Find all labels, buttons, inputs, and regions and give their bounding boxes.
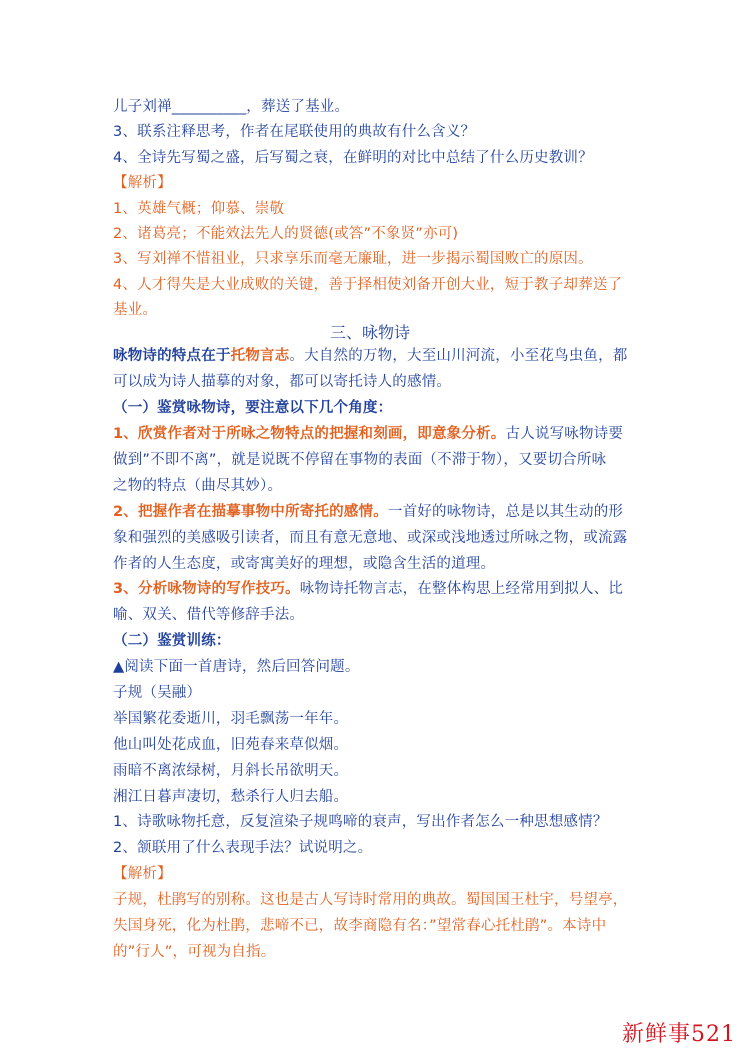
point-2-line-3: 作者的人生态度，或寄寓美好的理想，或隐含生活的道理。 (113, 556, 496, 572)
subheading-2: （二）鉴赏训练： (113, 633, 231, 649)
poem-line: 湘江日暮声凄切，愁杀行人归去船。 (113, 789, 349, 805)
answer-4-line-1: 4、人才得失是大业成败的关键，善于择相使刘备开创大业，短于教子却葬送了 (113, 277, 623, 293)
practice-question-1: 1、诗歌咏物托意，反复渲染子规鸣啼的衰声，写出作者怎么一种思想感情？ (113, 814, 608, 830)
point-1-bold: 1、欣赏作者对于所咏之物特点的把握和刻画，即意象分析。 (113, 426, 506, 442)
intro-line-1 (113, 346, 628, 366)
point-3-rest-1: 咏物诗托物言志，在整体构思上经常用到拟人、比 (299, 581, 624, 597)
analysis-label: 【解析】 (113, 175, 172, 191)
answer-2: 2、诸葛亮；不能效法先人的贤德(或答”不象贤”亦可) (113, 226, 459, 242)
subheading-1: （一）鉴赏咏物诗，要注意以下几个角度： (113, 400, 393, 416)
continued-line: 儿子刘禅__________，葬送了基业。 (113, 99, 350, 115)
intro-bold: 咏物诗的特点在于 (113, 348, 231, 364)
intro-key: 托物言志 (230, 348, 290, 364)
poem-line: 举国繁花委逝川，羽毛飘荡一年年。 (113, 711, 349, 727)
practice-answer-line-2: 失国身死，化为杜鹃，悲啼不已，故李商隐有名：”望常春心托杜鹃”。本诗中 (113, 918, 607, 934)
point-1-line-2: 做到”不即不离”，就是说既不停留在事物的表面（不滞于物），又要切合所咏 (113, 452, 607, 468)
practice-answer-line-1: 子规，杜鹃写的别称。这也是古人写诗时常用的典故。蜀国国王杜宇，号望亭， (113, 892, 628, 908)
question-3: 3、联系注释思考，作者在尾联使用的典故有什么含义？ (113, 124, 476, 140)
watermark-text: 新鲜事521 (622, 1022, 736, 1047)
point-1-rest-1: 古人说写咏物诗要 (505, 426, 624, 442)
practice-analysis-label: 【解析】 (113, 866, 172, 882)
point-2-line-1 (113, 502, 623, 522)
intro-rest-1: 。大自然的万物，大至山川河流，小至花鸟虫鱼，都 (289, 348, 628, 364)
poem-line: 雨暗不离浓绿树，月斜长吊欲明天。 (113, 763, 349, 779)
point-3-bold: 3、分析咏物诗的写作技巧。 (113, 581, 300, 597)
point-2-bold: 2、把握作者在描摹事物中所寄托的感情。 (113, 504, 388, 520)
poem-title: 子规（吴融） (113, 685, 202, 701)
point-1-line-3: 之物的特点（曲尽其妙）。 (113, 478, 283, 494)
point-2-line-2: 象和强烈的美感吸引读者，而且有意无意地、或深或浅地透过所咏之物，或流露 (113, 530, 628, 546)
point-3-line-1 (113, 579, 623, 599)
practice-question-2: 2、颔联用了什么表现手法？试说明之。 (113, 840, 373, 856)
question-4: 4、全诗先写蜀之盛，后写蜀之衰，在鲜明的对比中总结了什么历史教训？ (113, 150, 593, 166)
answer-4-line-2: 基业。 (113, 302, 158, 318)
poem-line: 他山叫处花成血，旧苑春来草似烟。 (113, 737, 349, 753)
practice-answer-line-3: 的”行人”，可视为自指。 (113, 944, 276, 960)
section-title: 三、咏物诗 (330, 323, 411, 342)
point-1-line-1 (113, 424, 623, 444)
point-2-rest-1: 一首好的咏物诗，总是以其生动的形 (387, 504, 624, 520)
intro-line-2: 可以成为诗人描摹的对象，都可以寄托诗人的感情。 (113, 374, 452, 390)
point-3-line-2: 喻、双关、借代等修辞手法。 (113, 607, 305, 623)
task-instruction: ▲阅读下面一首唐诗，然后回答问题。 (113, 659, 360, 675)
answer-1: 1、英雄气概；仰慕、崇敬 (113, 201, 285, 217)
answer-3: 3、写刘禅不惜祖业，只求享乐而毫无廉耻，进一步揭示蜀国败亡的原因。 (113, 251, 593, 267)
